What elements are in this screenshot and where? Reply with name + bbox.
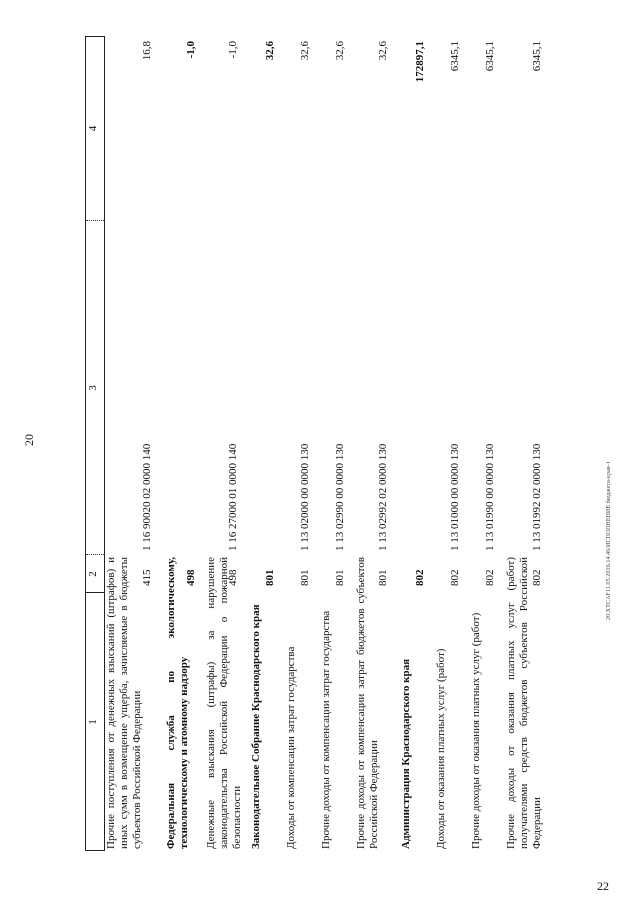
row-name: Федеральная служба по экологическому, технологическому и атомному надзору: [165, 557, 190, 849]
row-revenue-code: 1 13 02000 00 0000 130: [299, 443, 311, 551]
header-col-3: 3: [87, 385, 99, 391]
table-header: [85, 36, 105, 851]
revenue-table: [85, 36, 605, 851]
row-amount: 32,6: [264, 41, 276, 61]
table-row: [505, 36, 545, 851]
header-divider: [86, 36, 104, 37]
row-admin-code: 801: [299, 569, 311, 586]
header-divider: [86, 220, 104, 221]
row-admin-code: 802: [531, 569, 543, 586]
table-row: [435, 36, 463, 851]
row-admin-code: 415: [141, 569, 153, 586]
header-col-1: 1: [87, 719, 99, 725]
row-name: Доходы от оказания платных услуг (работ): [435, 648, 447, 849]
row-amount: -1,0: [185, 41, 197, 59]
row-amount: -1,0: [227, 41, 239, 59]
table-row: [400, 36, 428, 851]
row-amount: 16,8: [141, 41, 153, 61]
row-amount: 32,6: [334, 41, 346, 61]
row-amount: 6345,1: [484, 41, 496, 72]
row-revenue-code: 1 13 01990 00 0000 130: [484, 443, 496, 551]
row-name: Доходы от компенсации затрат государства: [285, 646, 297, 849]
page-number-bottom: 22: [597, 879, 609, 893]
row-amount: 172897,1: [414, 41, 426, 83]
table-row: [165, 36, 199, 851]
row-admin-code: 498: [227, 569, 239, 586]
row-revenue-code: 1 13 02992 02 0000 130: [377, 443, 389, 551]
row-amount: 32,6: [299, 41, 311, 61]
table-row: [285, 36, 313, 851]
page-number-top: 20: [22, 434, 36, 446]
header-col-4: 4: [87, 125, 99, 132]
row-admin-code: 801: [334, 569, 346, 586]
table-row: [250, 36, 278, 851]
row-name: Прочие доходы от компенсации затрат государства: [320, 610, 332, 849]
table-row: [320, 36, 348, 851]
row-admin-code: 498: [185, 569, 197, 586]
row-revenue-code: 1 13 01000 00 0000 130: [449, 443, 461, 551]
table-row: [105, 36, 155, 851]
row-name: Законодательное Собрание Краснодарского края: [250, 604, 262, 849]
row-revenue-code: 1 13 02990 00 0000 130: [334, 443, 346, 551]
row-amount: 6345,1: [531, 41, 543, 72]
row-revenue-code: 1 13 01992 02 0000 130: [531, 443, 543, 551]
row-amount: 32,6: [377, 41, 389, 61]
row-name: Прочие доходы от компенсации затрат бюджетов субъектов Российской Федерации: [355, 557, 380, 849]
row-name: Администрация Краснодарского края: [400, 658, 412, 849]
header-divider: [86, 554, 104, 555]
header-divider: [86, 850, 104, 851]
row-revenue-code: 1 16 90020 02 0000 140: [141, 443, 153, 551]
row-revenue-code: 1 16 27000 01 0000 140: [227, 443, 239, 551]
header-divider: [86, 592, 104, 593]
row-admin-code: 802: [414, 569, 426, 586]
row-admin-code: 802: [449, 569, 461, 586]
row-admin-code: 802: [484, 569, 496, 586]
row-amount: 6345,1: [449, 41, 461, 72]
row-admin-code: 801: [264, 569, 276, 586]
row-name: Прочие поступления от денежных взысканий (штрафов) и иных сумм в возмещение ущерба, зачисляемые в бюджеты субъектов Российской Федерации: [105, 557, 143, 849]
footer-path: 20.XTCAF11.05.2016.14.46/ИСПОЛНЕНИЕ бюджета-края-1: [606, 461, 612, 620]
table-row: [205, 36, 241, 851]
row-name: Прочие доходы от оказания платных услуг (работ) получателями средств бюджетов субъектов Российской Федерации: [505, 557, 543, 849]
row-name: Прочие доходы от оказания платных услуг (работ): [470, 612, 482, 849]
header-col-2: 2: [87, 571, 99, 577]
table-row: [355, 36, 391, 851]
row-admin-code: 801: [377, 569, 389, 586]
row-name: Денежные взыскания (штрафы) за нарушение законодательства Российской Федерации о пожарной безопасности: [205, 557, 243, 849]
table-row: [470, 36, 498, 851]
